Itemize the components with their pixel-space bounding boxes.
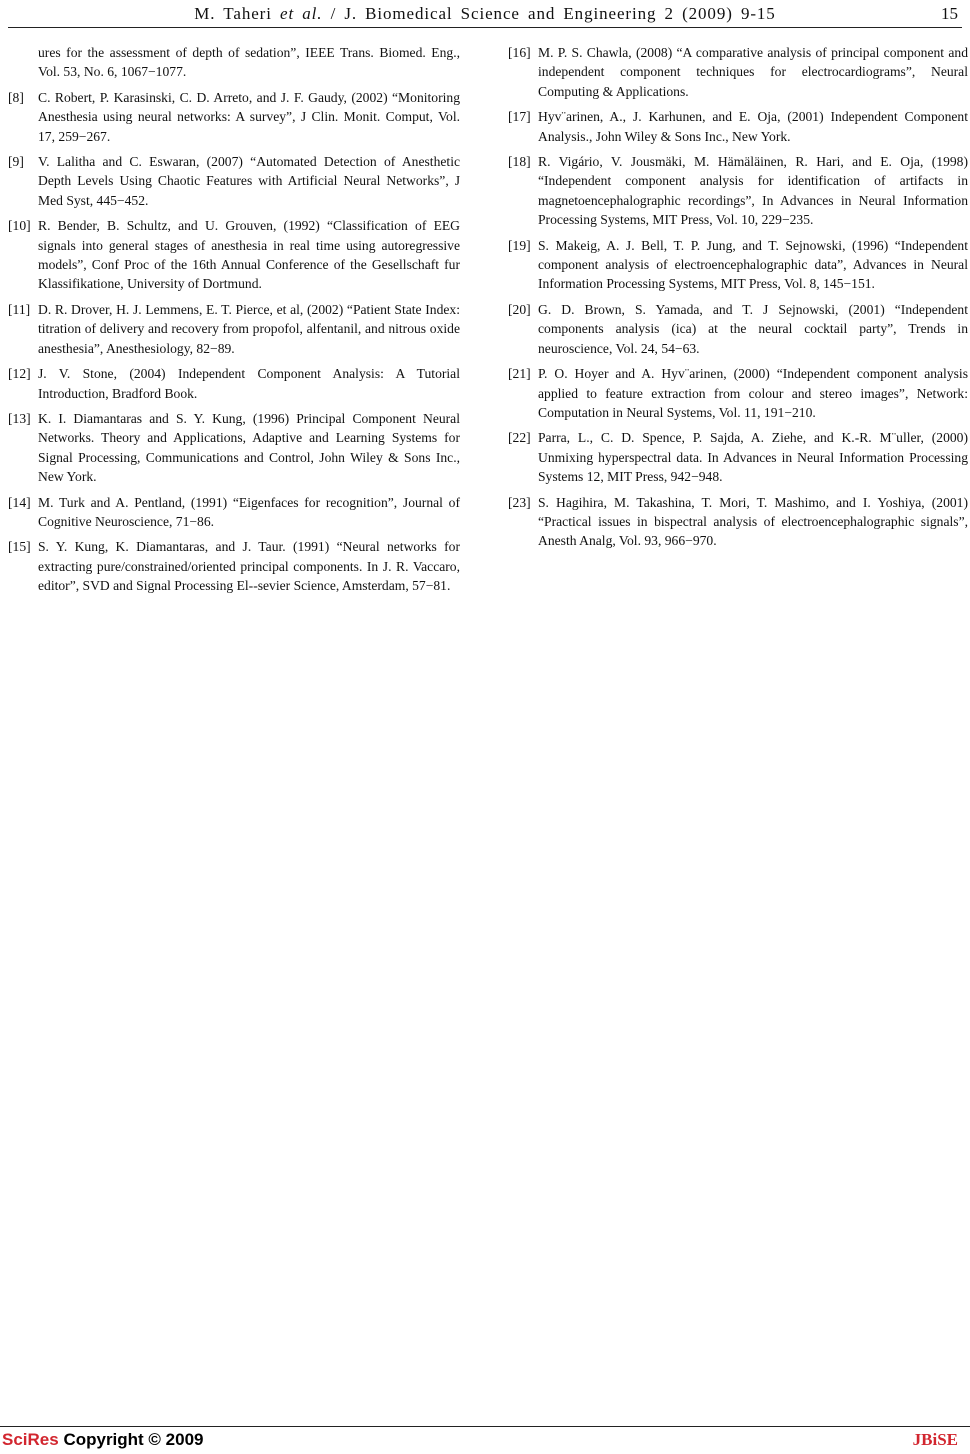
reference-number: [8] <box>8 89 24 105</box>
reference-entry <box>8 300 460 358</box>
reference-entry <box>508 107 968 146</box>
footer-rule <box>0 1426 970 1427</box>
reference-text: M. P. S. Chawla, (2008) “A comparative analysis of principal component and independent component techniques for electrocardiograms”, Neural Computing & Applications. <box>538 45 968 99</box>
reference-number: [11] <box>8 301 31 317</box>
reference-entry <box>8 88 460 146</box>
reference-entry <box>508 428 968 486</box>
reference-text: S. Hagihira, M. Takashina, T. Mori, T. Mashimo, and I. Yoshiya, (2001) “Practical issues in bispectral analysis of electroencephalographic signals”, Anesth Analg, Vol. 93, 966−970. <box>538 494 968 549</box>
reference-text: Parra, L., C. D. Spence, P. Sajda, A. Ziehe, and K.-R. M¨uller, (2000) Unmixing hyperspectral data. In Advances in Neural Information Processing Systems 12, MIT Press, 942−948. <box>538 430 968 485</box>
reference-text: R. Bender, B. Schultz, and U. Grouven, (1992) “Classification of EEG signals into general stages of anesthesia in real time using autoregressive models”, Conf Proc of the 16th Annual Conference of the Gesellschaft fur Klassifikatione, University of Dortmund. <box>38 218 460 292</box>
journal-abbreviation: JBiSE <box>912 1430 958 1449</box>
reference-number: [20] <box>508 301 531 317</box>
reference-number: [12] <box>8 366 31 382</box>
reference-entry <box>508 236 968 294</box>
reference-number: [18] <box>508 154 531 170</box>
reference-entry <box>508 43 968 101</box>
references-left-column <box>8 43 460 602</box>
reference-entry <box>8 537 460 595</box>
reference-number: [14] <box>8 494 31 510</box>
reference-text: P. O. Hoyer and A. Hyv¨arinen, (2000) “Independent component analysis applied to feature extraction from colour and stereo images”, Network: Computation in Neural Systems, Vol. 11, 191−210. <box>538 366 968 420</box>
reference-text: R. Vigário, V. Jousmäki, M. Hämäläinen, R. Hari, and E. Oja, (1998) “Independent component analysis for identification of artifacts in magnetoencephalographic recordings”, In Advances in Neural Information Processing Systems, MIT Press, Vol. 10, 229−235. <box>538 154 968 228</box>
reference-text: ures for the assessment of depth of sedation”, IEEE Trans. Biomed. Eng., Vol. 53, No. 6, 1067−1077. <box>38 45 460 80</box>
reference-number: [19] <box>508 237 531 253</box>
reference-text: S. Y. Kung, K. Diamantaras, and J. Taur. (1991) “Neural networks for extracting pure/constrained/oriented principal components. In J. R. Vaccaro, editor”, SVD and Signal Processing El--sevier Science, Amsterdam, 57−81. <box>38 539 460 594</box>
reference-text: G. D. Brown, S. Yamada, and T. J Sejnowski, (2001) “Independent components analysis (ica) at the neural cocktail party”, Trends in neuroscience, Vol. 24, 54−63. <box>538 301 968 356</box>
reference-text: S. Makeig, A. J. Bell, T. P. Jung, and T. Sejnowski, (1996) “Independent component analysis of electroencephalographic data”, Advances in Neural Information Processing Systems, MIT Press, Vol. 8, 145−151. <box>538 237 968 292</box>
header-rule <box>8 27 962 28</box>
running-head-etal: et al. <box>280 4 323 23</box>
reference-entry <box>508 364 968 422</box>
running-head-journal: / J. Biomedical Science and Engineering 2 (2009) 9-15 <box>330 4 776 23</box>
footer-copyright <box>2 1430 204 1450</box>
reference-entry <box>8 364 460 403</box>
reference-number: [23] <box>508 494 531 510</box>
reference-number: [15] <box>8 539 31 555</box>
reference-text: V. Lalitha and C. Eswaran, (2007) “Automated Detection of Anesthetic Depth Levels Using Chaotic Features with Artificial Neural Networks”, J Med Syst, 445−452. <box>38 154 460 208</box>
reference-number: [13] <box>8 410 31 426</box>
reference-number: [10] <box>8 218 31 234</box>
reference-entry <box>8 152 460 210</box>
page-number: 15 <box>941 4 958 23</box>
reference-entry <box>508 493 968 551</box>
reference-text: D. R. Drover, H. J. Lemmens, E. T. Pierce, et al, (2002) “Patient State Index: titration of delivery and recovery from propofol, alfentanil, and nitrous oxide anesthesia”, Anesthesiology, 82−89. <box>38 301 460 356</box>
reference-text: J. V. Stone, (2004) Independent Component Analysis: A Tutorial Introduction, Bradford Book. <box>38 366 460 401</box>
reference-entry <box>8 409 460 487</box>
page-footer <box>0 1420 970 1454</box>
reference-text: M. Turk and A. Pentland, (1991) “Eigenfaces for recognition”, Journal of Cognitive Neuroscience, 71−86. <box>38 494 460 529</box>
references-right-column <box>508 43 968 557</box>
reference-number: [9] <box>8 154 24 170</box>
reference-entry <box>8 493 460 532</box>
reference-text: K. I. Diamantaras and S. Y. Kung, (1996) Principal Component Neural Networks. Theory and Applications, Adaptive and Learning Systems for Signal Processing, Communications and Control, John Wiley & Sons Inc., New York. <box>38 410 460 485</box>
reference-entry <box>508 152 968 230</box>
reference-number: [17] <box>508 109 531 125</box>
publisher-logo: SciRes <box>2 1430 59 1449</box>
reference-entry <box>8 216 460 294</box>
reference-text: Hyv¨arinen, A., J. Karhunen, and E. Oja, (2001) Independent Component Analysis., John Wiley & Sons Inc., New York. <box>538 109 968 144</box>
reference-number: [21] <box>508 366 531 382</box>
reference-number: [22] <box>508 430 531 446</box>
reference-entry <box>508 300 968 358</box>
copyright-text: Copyright © 2009 <box>63 1430 204 1449</box>
reference-entry <box>8 43 460 82</box>
page-header <box>0 0 970 30</box>
running-head-authors: M. Taheri <box>194 4 272 23</box>
running-head <box>0 4 970 24</box>
reference-number: [16] <box>508 45 531 60</box>
reference-text: C. Robert, P. Karasinski, C. D. Arreto, and J. F. Gaudy, (2002) “Monitoring Anesthesia using neural networks: A survey”, J Clin. Monit. Comput, Vol. 17, 259−267. <box>38 89 460 144</box>
